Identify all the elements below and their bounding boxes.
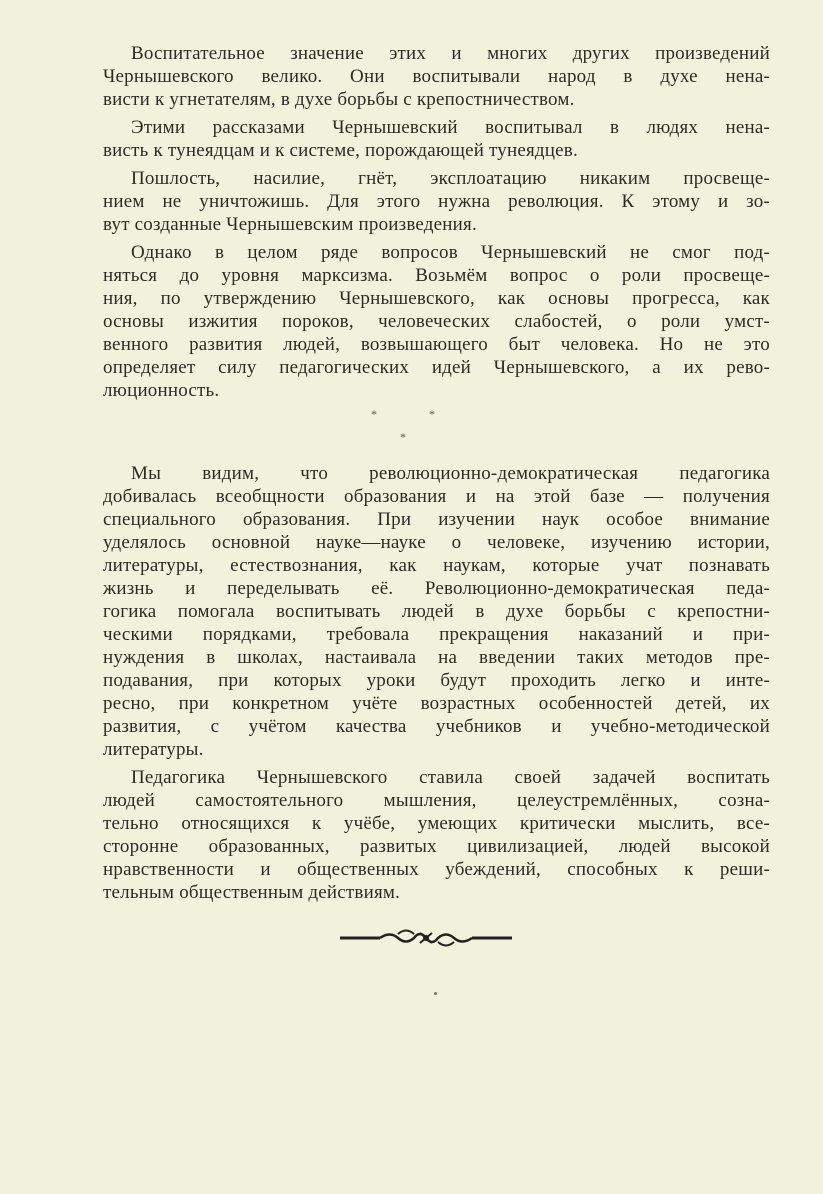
text-line: нравственности и общественных убеждений, способных к реши- bbox=[103, 859, 770, 880]
text-line: определяет силу педагогических идей Чернышевского, а их рево- bbox=[103, 357, 770, 378]
text-line: Воспитательное значение этих и многих других произведений bbox=[131, 43, 770, 64]
book-page-text bbox=[103, 42, 770, 904]
asterisk: * bbox=[429, 407, 435, 421]
text-line: ческими порядками, требовала прекращения наказаний и при- bbox=[103, 624, 770, 645]
paragraph bbox=[103, 167, 770, 236]
text-line: добивалась всеобщности образования и на этой базе — получения bbox=[103, 486, 770, 507]
text-line: уделялось основной науке—науке о человеке, изучению истории, bbox=[103, 532, 770, 553]
text-line: ния, по утверждению Чернышевского, как основы прогресса, как bbox=[103, 288, 770, 309]
text-line: Педагогика Чернышевского ставила своей задачей воспитать bbox=[131, 767, 770, 788]
decorative-ornament bbox=[340, 928, 512, 948]
paragraph bbox=[103, 241, 770, 402]
text-block-after-separator bbox=[103, 462, 770, 904]
asterisk: * bbox=[371, 407, 377, 421]
text-line: литературы, естествознания, как наукам, которые учат познавать bbox=[103, 555, 770, 576]
text-line: специального образования. При изучении наук особое внимание bbox=[103, 509, 770, 530]
text-line: основы изжития пороков, человеческих слабостей, о роли умст- bbox=[103, 311, 770, 332]
text-line: Пошлость, насилие, гнёт, эксплоатацию никаким просвеще- bbox=[131, 168, 770, 189]
paragraph bbox=[103, 766, 770, 904]
text-line: подавания, при которых уроки будут проходить легко и инте- bbox=[103, 670, 770, 691]
text-line: Мы видим, что революционно-демократическая педагогика bbox=[131, 463, 770, 484]
text-line: людей самостоятельного мышления, целеустремлённых, созна- bbox=[103, 790, 770, 811]
text-line: Однако в целом ряде вопросов Чернышевский не смог под- bbox=[131, 242, 770, 263]
text-line: развития, с учётом качества учебников и учебно-методической bbox=[103, 716, 770, 737]
text-line: висть к тунеядцам и к системе, порождающей тунеядцев. bbox=[103, 140, 578, 161]
text-line: люционность. bbox=[103, 380, 220, 401]
text-line: висти к угнетателям, в духе борьбы с крепостничеством. bbox=[103, 89, 575, 110]
paragraph bbox=[103, 462, 770, 761]
text-line: Чернышевского велико. Они воспитывали народ в духе нена- bbox=[103, 66, 770, 87]
text-line: тельно относящихся к учёбе, умеющих критически мыслить, все- bbox=[103, 813, 770, 834]
text-line: сторонне образованных, развитых цивилизацией, людей высокой bbox=[103, 836, 770, 857]
text-line: литературы. bbox=[103, 739, 204, 760]
text-line: нием не уничтожишь. Для этого нужна революция. К этому и зо- bbox=[103, 191, 770, 212]
text-line: тельным общественным действиям. bbox=[103, 882, 401, 903]
text-line: вут созданные Чернышевским произведения. bbox=[103, 214, 477, 235]
text-line: жизнь и переделывать её. Революционно-демократическая педа- bbox=[103, 578, 770, 599]
section-separator-asterisks bbox=[103, 402, 770, 462]
asterisk: * bbox=[400, 430, 406, 444]
text-line: гогика помогала воспитывать людей в духе борьбы с крепостни- bbox=[103, 601, 770, 622]
text-line: нуждения в школах, настаивала на введении таких методов пре- bbox=[103, 647, 770, 668]
paragraph bbox=[103, 116, 770, 162]
text-line: няться до уровня марксизма. Возьмём вопрос о роли просвеще- bbox=[103, 265, 770, 286]
text-line: венного развития людей, возвышающего быт человека. Но не это bbox=[103, 334, 770, 355]
text-line: Этими рассказами Чернышевский воспитывал в людях нена- bbox=[131, 117, 770, 138]
paragraph bbox=[103, 42, 770, 111]
text-line: ресно, при конкретном учёте возрастных особенностей детей, их bbox=[103, 693, 770, 714]
page-speck bbox=[434, 992, 437, 995]
text-block-before-separator bbox=[103, 42, 770, 402]
